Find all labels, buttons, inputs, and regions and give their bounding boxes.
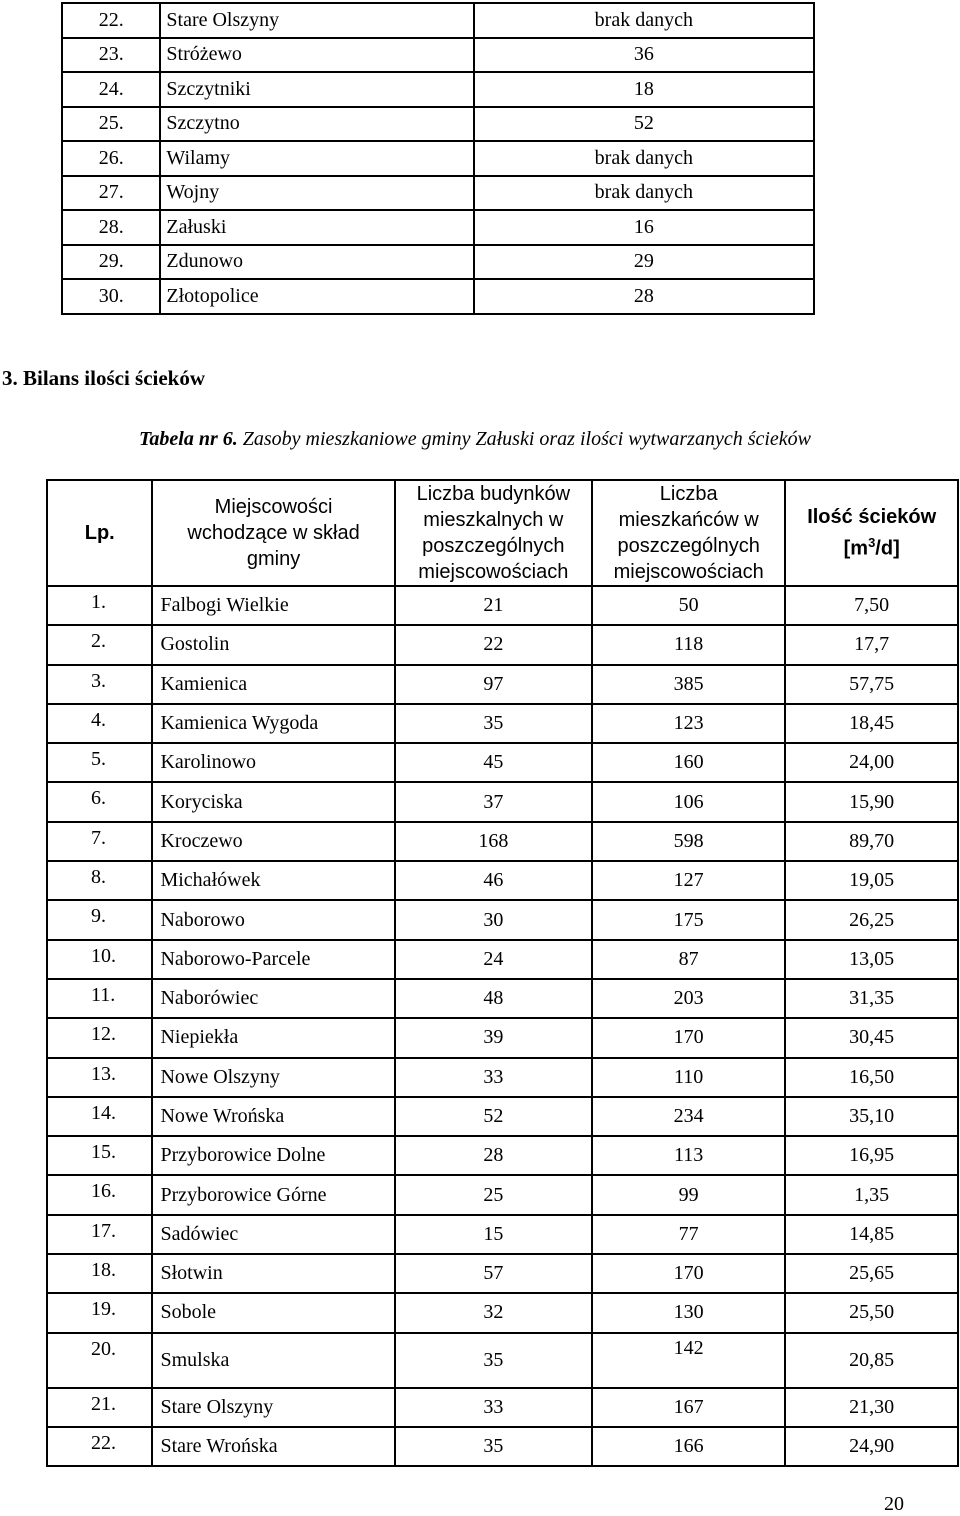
page-number: 20 — [884, 1493, 904, 1515]
row-lp: 9. — [47, 900, 152, 939]
row-scieki: 25,50 — [785, 1293, 958, 1332]
row-mieszkancy: 598 — [592, 822, 785, 861]
row-budynki: 37 — [395, 782, 592, 821]
table-row — [47, 1293, 958, 1332]
row-name: Zdunowo — [160, 245, 473, 280]
row-lp: 20. — [47, 1333, 152, 1388]
row-lp: 3. — [47, 665, 152, 704]
row-name: Kroczewo — [152, 822, 394, 861]
row-lp: 13. — [47, 1058, 152, 1097]
header-mieszkancy-line: Liczba — [659, 483, 718, 505]
row-mieszkancy: 234 — [592, 1097, 785, 1136]
row-scieki: 16,50 — [785, 1058, 958, 1097]
header-miejscowosci-line: Miejscowości — [214, 496, 333, 518]
row-mieszkancy: 385 — [592, 665, 785, 704]
row-lp: 21. — [47, 1388, 152, 1427]
row-lp: 26. — [62, 141, 160, 176]
row-name: Michałówek — [152, 861, 394, 900]
row-mieszkancy: 113 — [592, 1136, 785, 1175]
table-row — [47, 1427, 958, 1466]
row-name: Smulska — [152, 1333, 394, 1388]
table-row — [47, 1136, 958, 1175]
row-scieki: 20,85 — [785, 1333, 958, 1388]
row-scieki: 35,10 — [785, 1097, 958, 1136]
row-scieki: 7,50 — [785, 586, 958, 625]
row-scieki: 19,05 — [785, 861, 958, 900]
header-mieszkancy-line: miejscowościach — [613, 561, 764, 583]
row-scieki: 21,30 — [785, 1388, 958, 1427]
row-budynki: 97 — [395, 665, 592, 704]
table-row — [62, 279, 814, 314]
sewage-balance-table — [46, 479, 959, 1467]
unit-post: /d] — [875, 537, 900, 560]
row-mieszkancy: 50 — [592, 586, 785, 625]
row-lp: 7. — [47, 822, 152, 861]
row-mieszkancy: 166 — [592, 1427, 785, 1466]
row-budynki: 24 — [395, 940, 592, 979]
header-mieszkancy-line: poszczególnych — [617, 535, 760, 557]
row-budynki: 168 — [395, 822, 592, 861]
table-row — [47, 940, 958, 979]
header-budynki-line: Liczba budynków — [416, 483, 571, 505]
table-row — [47, 782, 958, 821]
villages-continuation-table — [61, 2, 815, 315]
row-lp: 2. — [47, 625, 152, 664]
row-mieszkancy: 170 — [592, 1018, 785, 1057]
row-budynki: 46 — [395, 861, 592, 900]
table-row — [47, 1215, 958, 1254]
table-caption — [139, 428, 811, 451]
row-scieki: 24,90 — [785, 1427, 958, 1466]
row-lp: 14. — [47, 1097, 152, 1136]
row-mieszkancy: 110 — [592, 1058, 785, 1097]
row-value: brak danych — [474, 176, 814, 211]
header-scieki-line: Ilość ścieków — [807, 506, 937, 529]
row-name: Wilamy — [160, 141, 473, 176]
row-lp: 6. — [47, 782, 152, 821]
row-scieki: 15,90 — [785, 782, 958, 821]
row-name: Naborówiec — [152, 979, 394, 1018]
row-name: Stare Wrońska — [152, 1427, 394, 1466]
row-lp: 24. — [62, 72, 160, 107]
row-mieszkancy: 160 — [592, 743, 785, 782]
table-row — [47, 586, 958, 625]
row-lp: 16. — [47, 1175, 152, 1214]
row-name: Stróżewo — [160, 38, 473, 73]
row-scieki: 57,75 — [785, 665, 958, 704]
row-budynki: 33 — [395, 1058, 592, 1097]
row-name: Sobole — [152, 1293, 394, 1332]
table-row — [47, 1097, 958, 1136]
header-budynki-line: miejscowościach — [418, 561, 569, 583]
table-row — [47, 861, 958, 900]
table-row — [62, 38, 814, 73]
row-value: 28 — [474, 279, 814, 314]
row-lp: 10. — [47, 940, 152, 979]
row-budynki: 32 — [395, 1293, 592, 1332]
row-name: Kamienica Wygoda — [152, 704, 394, 743]
row-scieki: 89,70 — [785, 822, 958, 861]
row-value: 52 — [474, 107, 814, 142]
row-budynki: 57 — [395, 1254, 592, 1293]
row-mieszkancy: 130 — [592, 1293, 785, 1332]
row-scieki: 30,45 — [785, 1018, 958, 1057]
row-lp: 22. — [47, 1427, 152, 1466]
table-row — [62, 3, 814, 38]
row-lp: 28. — [62, 210, 160, 245]
row-lp: 18. — [47, 1254, 152, 1293]
unit-sup: 3 — [868, 535, 876, 551]
row-value: 29 — [474, 245, 814, 280]
row-budynki: 35 — [395, 1333, 592, 1388]
row-budynki: 48 — [395, 979, 592, 1018]
row-mieszkancy: 99 — [592, 1175, 785, 1214]
table-row — [47, 1254, 958, 1293]
table-header-row — [47, 480, 958, 586]
row-name: Stare Olszyny — [152, 1388, 394, 1427]
table-caption-label: Tabela nr 6. — [139, 428, 238, 450]
row-lp: 11. — [47, 979, 152, 1018]
table-row — [47, 1388, 958, 1427]
table-row — [62, 210, 814, 245]
row-mieszkancy: 142 — [592, 1333, 785, 1388]
row-budynki: 30 — [395, 900, 592, 939]
row-name: Falbogi Wielkie — [152, 586, 394, 625]
row-budynki: 35 — [395, 1427, 592, 1466]
row-budynki: 22 — [395, 625, 592, 664]
header-miejscowosci-line: wchodzące w skład — [187, 522, 360, 544]
row-lp: 17. — [47, 1215, 152, 1254]
table-row — [47, 743, 958, 782]
section-heading: 3. Bilans ilości ścieków — [2, 366, 206, 390]
row-mieszkancy: 87 — [592, 940, 785, 979]
row-lp: 8. — [47, 861, 152, 900]
table-row — [47, 822, 958, 861]
header-mieszkancy — [592, 480, 785, 586]
header-miejscowosci — [152, 480, 394, 586]
row-lp: 30. — [62, 279, 160, 314]
row-scieki: 1,35 — [785, 1175, 958, 1214]
row-mieszkancy: 77 — [592, 1215, 785, 1254]
row-name: Słotwin — [152, 1254, 394, 1293]
row-mieszkancy: 203 — [592, 979, 785, 1018]
row-budynki: 52 — [395, 1097, 592, 1136]
row-lp: 29. — [62, 245, 160, 280]
header-lp: Lp. — [47, 480, 152, 586]
row-scieki: 14,85 — [785, 1215, 958, 1254]
table-row — [47, 979, 958, 1018]
row-lp: 12. — [47, 1018, 152, 1057]
row-lp: 25. — [62, 107, 160, 142]
row-name: Kamienica — [152, 665, 394, 704]
row-scieki: 18,45 — [785, 704, 958, 743]
row-value: 36 — [474, 38, 814, 73]
row-lp: 5. — [47, 743, 152, 782]
row-scieki: 31,35 — [785, 979, 958, 1018]
unit-pre: [m — [843, 537, 869, 560]
row-name: Złotopolice — [160, 279, 473, 314]
header-mieszkancy-line: mieszkańców w — [618, 509, 759, 531]
row-budynki: 35 — [395, 704, 592, 743]
table-row — [47, 704, 958, 743]
row-scieki: 25,65 — [785, 1254, 958, 1293]
header-scieki-unit — [786, 530, 957, 562]
table-row — [47, 625, 958, 664]
row-name: Stare Olszyny — [160, 3, 473, 38]
table-row — [62, 245, 814, 280]
row-mieszkancy: 167 — [592, 1388, 785, 1427]
row-lp: 1. — [47, 586, 152, 625]
row-lp: 15. — [47, 1136, 152, 1175]
header-scieki — [785, 480, 958, 586]
table-row — [47, 1018, 958, 1057]
row-budynki: 15 — [395, 1215, 592, 1254]
row-budynki: 21 — [395, 586, 592, 625]
row-budynki: 45 — [395, 743, 592, 782]
sewage-balance-body — [47, 480, 958, 1466]
row-name: Szczytniki — [160, 72, 473, 107]
header-budynki-line: mieszkalnych w — [423, 509, 564, 531]
header-budynki-line: poszczególnych — [422, 535, 565, 557]
row-value: brak danych — [474, 141, 814, 176]
row-value: brak danych — [474, 3, 814, 38]
table-row — [47, 1175, 958, 1214]
row-name: Naborowo-Parcele — [152, 940, 394, 979]
row-budynki: 28 — [395, 1136, 592, 1175]
table-row — [62, 107, 814, 142]
villages-continuation-body — [62, 3, 814, 314]
row-budynki: 39 — [395, 1018, 592, 1057]
row-mieszkancy: 106 — [592, 782, 785, 821]
row-name: Szczytno — [160, 107, 473, 142]
header-budynki — [395, 480, 592, 586]
row-scieki: 17,7 — [785, 625, 958, 664]
row-scieki: 13,05 — [785, 940, 958, 979]
row-value: 16 — [474, 210, 814, 245]
row-mieszkancy: 118 — [592, 625, 785, 664]
row-mieszkancy: 175 — [592, 900, 785, 939]
table-row — [62, 72, 814, 107]
row-budynki: 25 — [395, 1175, 592, 1214]
row-mieszkancy: 127 — [592, 861, 785, 900]
row-lp: 4. — [47, 704, 152, 743]
table-row — [47, 1333, 958, 1388]
table-row — [62, 141, 814, 176]
row-name: Nowe Wrońska — [152, 1097, 394, 1136]
row-name: Naborowo — [152, 900, 394, 939]
row-name: Przyborowice Dolne — [152, 1136, 394, 1175]
row-scieki: 26,25 — [785, 900, 958, 939]
row-scieki: 16,95 — [785, 1136, 958, 1175]
row-name: Niepiekła — [152, 1018, 394, 1057]
row-name: Sadówiec — [152, 1215, 394, 1254]
row-lp: 27. — [62, 176, 160, 211]
row-mieszkancy: 123 — [592, 704, 785, 743]
header-miejscowosci-line: gminy — [246, 548, 301, 570]
table-row — [47, 900, 958, 939]
row-lp: 23. — [62, 38, 160, 73]
table-row — [47, 1058, 958, 1097]
table-caption-text: Zasoby mieszkaniowe gminy Załuski oraz ilości wytwarzanych ścieków — [237, 428, 812, 450]
row-mieszkancy: 170 — [592, 1254, 785, 1293]
row-name: Koryciska — [152, 782, 394, 821]
row-lp: 22. — [62, 3, 160, 38]
row-name: Załuski — [160, 210, 473, 245]
row-value: 18 — [474, 72, 814, 107]
row-name: Gostolin — [152, 625, 394, 664]
row-budynki: 33 — [395, 1388, 592, 1427]
row-name: Wojny — [160, 176, 473, 211]
row-name: Karolinowo — [152, 743, 394, 782]
row-name: Nowe Olszyny — [152, 1058, 394, 1097]
row-scieki: 24,00 — [785, 743, 958, 782]
row-name: Przyborowice Górne — [152, 1175, 394, 1214]
table-row — [47, 665, 958, 704]
row-lp: 19. — [47, 1293, 152, 1332]
table-row — [62, 176, 814, 211]
